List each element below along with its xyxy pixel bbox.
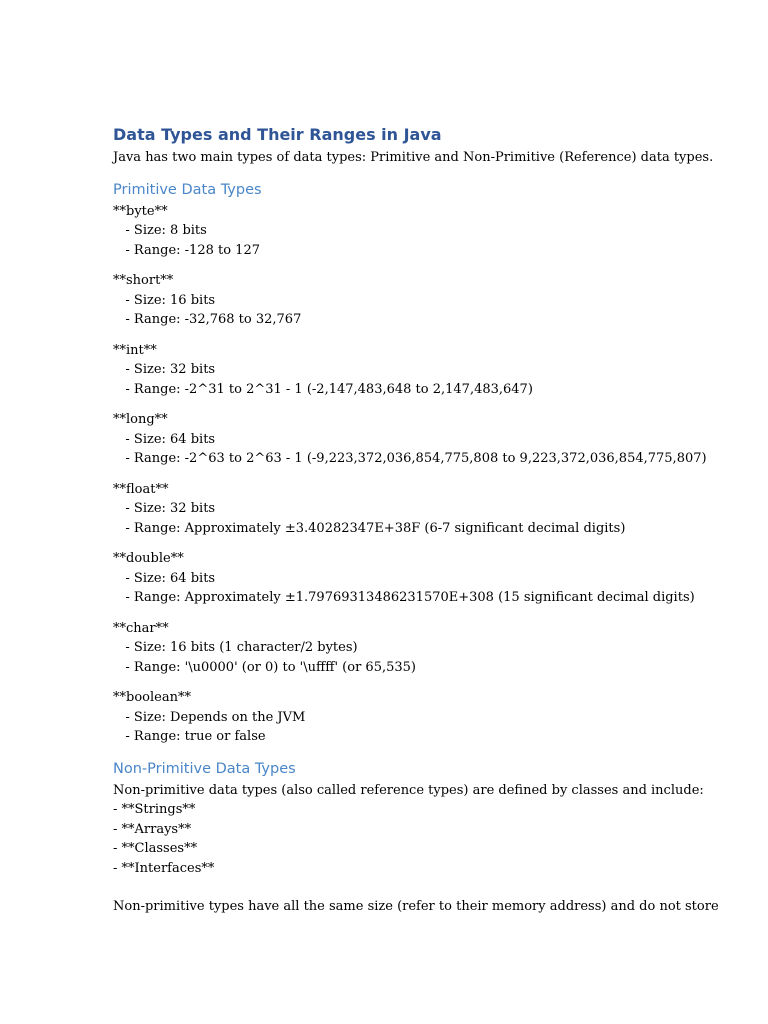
type-range: - Range: -32,768 to 32,767: [113, 312, 302, 327]
closing-paragraph: Non-primitive types have all the same size (refer to their memory address) and do not store: [113, 899, 719, 914]
type-size: - Size: Depends on the JVM: [113, 709, 306, 725]
list-item-classes: - **Classes**: [113, 841, 198, 856]
type-block-char: [113, 619, 713, 678]
paragraph-gap: [113, 878, 713, 897]
type-size: - Size: 32 bits: [113, 501, 216, 516]
type-size: - Size: 64 bits: [113, 570, 216, 586]
intro-paragraph: Java has two main types of data types: Primitive and Non-Primitive (Reference) data types.: [113, 150, 714, 165]
type-name: **short**: [113, 273, 174, 288]
type-block-long: [113, 410, 713, 469]
type-block-double: [113, 549, 713, 608]
list-item-strings: - **Strings**: [113, 802, 196, 817]
type-range: - Range: true or false: [113, 729, 266, 744]
type-block-float: [113, 480, 713, 539]
document-title: Data Types and Their Ranges in Java: [113, 125, 442, 144]
list-item-arrays: - **Arrays**: [113, 821, 192, 837]
type-range: - Range: '\u0000' (or 0) to '\uffff' (or 65,535): [113, 659, 416, 675]
primitive-heading: Primitive Data Types: [113, 181, 262, 198]
list-item-interfaces: - **Interfaces**: [113, 860, 215, 876]
type-name: **double**: [113, 551, 184, 566]
type-block-int: [113, 341, 713, 400]
type-block-short: [113, 271, 713, 330]
type-range: - Range: Approximately ±3.40282347E+38F (6-7 significant decimal digits): [113, 520, 626, 536]
type-block-byte: [113, 202, 713, 261]
type-name: **byte**: [113, 203, 168, 219]
type-size: - Size: 8 bits: [113, 223, 207, 238]
type-name: **int**: [113, 342, 157, 358]
type-range: - Range: -128 to 127: [113, 242, 260, 258]
type-range: - Range: -2^31 to 2^31 - 1 (-2,147,483,648 to 2,147,483,647): [113, 381, 533, 397]
type-size: - Size: 16 bits: [113, 292, 216, 308]
type-block-boolean: [113, 688, 713, 747]
type-range: - Range: Approximately ±1.79769313486231570E+308 (15 significant decimal digits): [113, 590, 695, 605]
type-name: **char**: [113, 620, 169, 636]
type-name: **long**: [113, 412, 168, 427]
document-content: [113, 125, 719, 917]
non-primitive-intro: Non-primitive data types (also called reference types) are defined by classes and include:: [113, 782, 704, 798]
non-primitive-heading: Non-Primitive Data Types: [113, 760, 296, 777]
type-range: - Range: -2^63 to 2^63 - 1 (-9,223,372,036,854,775,808 to 9,223,372,036,854,775,807): [113, 451, 707, 466]
type-size: - Size: 32 bits: [113, 362, 216, 377]
type-size: - Size: 16 bits (1 character/2 bytes): [113, 640, 358, 655]
type-size: - Size: 64 bits: [113, 431, 216, 447]
type-name: **float**: [113, 481, 169, 497]
type-name: **boolean**: [113, 690, 191, 705]
primitive-types-list: [113, 202, 713, 747]
